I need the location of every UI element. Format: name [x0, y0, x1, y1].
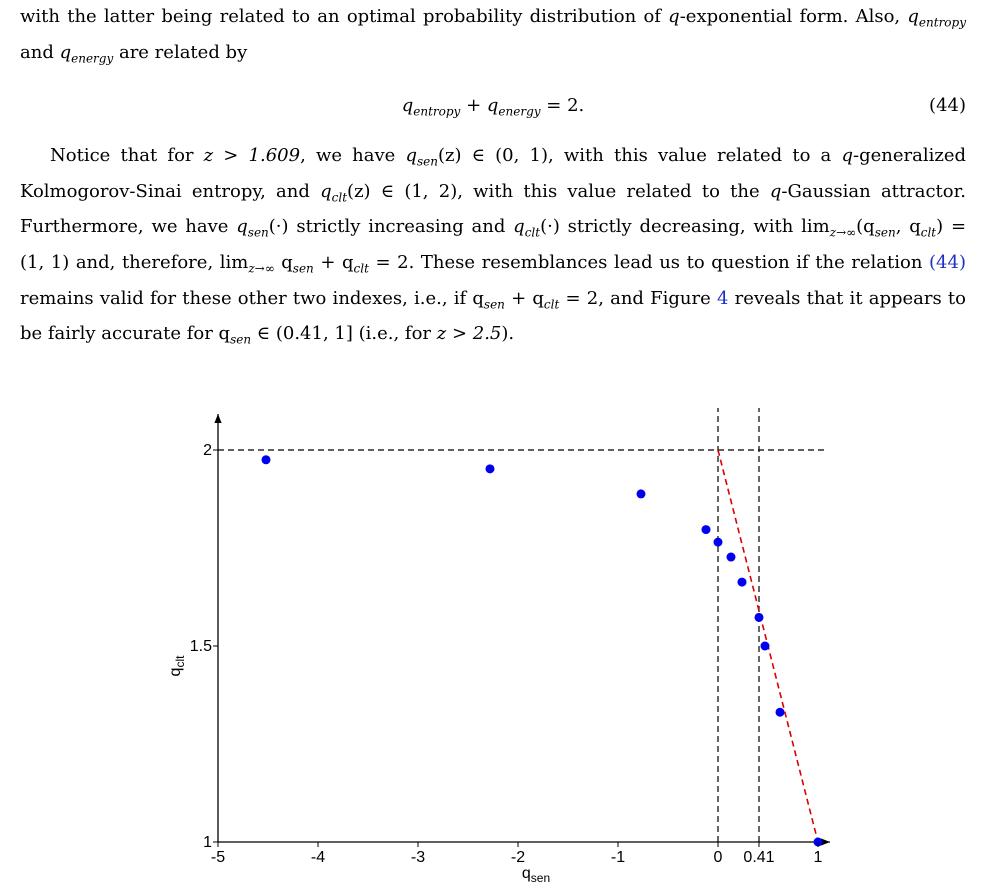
x-tick-label: 0: [713, 849, 723, 866]
math-q: q: [841, 145, 853, 167]
x-tick-label: 1: [813, 849, 823, 866]
text-run: (z) ∈ (1, 2), with this value related to the: [347, 180, 770, 202]
y-axis-title: $q_{clt}$: [167, 655, 187, 677]
math-sub-sen: sen: [247, 225, 269, 240]
x-tick-label: -2: [510, 849, 526, 866]
math-sub-clt: clt: [920, 225, 937, 240]
math-sub-sen: sen: [230, 332, 252, 347]
data-point: [486, 464, 495, 473]
text-run: with the latter being related to an optimal probability distribution of: [20, 6, 669, 27]
x-tick-label: -5: [210, 849, 226, 866]
text-run: = 2. These resemblances lead us to question if the relation: [368, 251, 930, 273]
text-run: Notice that for: [50, 145, 204, 167]
text-run: remains valid for these other two indexes, i.e., if q: [20, 287, 484, 309]
math-sub-sen: sen: [483, 297, 505, 312]
text-run: + q: [504, 287, 544, 309]
data-point: [761, 642, 770, 651]
text-run: , we have: [300, 145, 406, 167]
equation-number: (44): [929, 95, 966, 117]
text-run: (·) strictly decreasing, with lim: [540, 216, 830, 238]
paragraph-2: [20, 141, 966, 355]
data-point: [714, 538, 723, 547]
text-run: -Gaussian attractor. Furthermore, we have: [20, 180, 966, 238]
math-q: q: [907, 6, 919, 27]
text-run: are related by: [113, 41, 248, 63]
math-sub-energy: energy: [498, 104, 541, 119]
math-q: q: [59, 41, 72, 63]
text-run: Figure: [650, 287, 717, 309]
math-sub-sen: sen: [417, 154, 438, 169]
text-run: ).: [501, 323, 515, 345]
math-sub-clt: clt: [543, 297, 560, 312]
math-q: q: [401, 95, 414, 117]
text-run: ) = (1, 1) and, therefore, lim: [20, 216, 967, 273]
scatter-chart: [0, 408, 986, 886]
text-run: q: [274, 251, 293, 273]
math-sub-sen: sen: [292, 261, 314, 276]
math-q: q: [769, 180, 782, 202]
data-point: [738, 578, 747, 587]
chart-tick-labels: [190, 442, 823, 866]
math-sub-clt: clt: [524, 225, 541, 240]
math-q: q: [668, 6, 680, 27]
math-plus: +: [460, 95, 487, 117]
chart-points: [262, 455, 823, 846]
y-tick-label: 2: [203, 442, 212, 459]
math-q: q: [405, 145, 417, 167]
figure-ref-link[interactable]: 4: [716, 287, 729, 309]
x-tick-label: -4: [310, 849, 326, 866]
math-equals: = 2.: [540, 95, 585, 117]
math-sub-clt: clt: [331, 190, 348, 205]
text-run: + q: [313, 251, 354, 273]
data-point: [702, 525, 711, 534]
math-sub-entropy: entropy: [918, 15, 966, 30]
text-run: (z) ∈ (0, 1), with this value related to a: [438, 145, 842, 167]
data-point: [727, 553, 736, 562]
figure-4: [0, 408, 986, 886]
equation-44: [20, 91, 966, 121]
math-sub-sen: sen: [874, 225, 896, 240]
x-axis-title-sub: sen: [530, 871, 551, 885]
text-run: and: [20, 41, 60, 63]
data-point: [755, 613, 764, 622]
data-point: [637, 489, 646, 498]
y-tick-label: 1: [203, 834, 212, 851]
math-sub-lim: z→∞: [829, 225, 857, 240]
equation-ref-link[interactable]: (44): [929, 251, 966, 273]
data-point: [262, 455, 271, 464]
y-tick-label: 1.5: [189, 638, 212, 655]
math-sub-clt: clt: [353, 261, 369, 276]
math-sub-lim: z→∞: [248, 261, 275, 276]
x-axis-title: $q_{sen}$: [521, 865, 551, 885]
chart-reference-lines: [218, 408, 828, 842]
math-z-cond: z > 2.5: [436, 323, 502, 345]
text-run: ∈ (0.41, 1] (i.e., for: [251, 323, 437, 345]
equation-body: [20, 91, 966, 127]
math-q: q: [513, 216, 525, 238]
math-z-cond: z > 1.609: [203, 145, 301, 167]
data-point: [776, 708, 785, 717]
text-run: (·) strictly increasing and: [268, 216, 514, 238]
y-axis-title-sub: clt: [173, 655, 187, 668]
math-sub-energy: energy: [71, 51, 114, 66]
paragraph-1: [20, 2, 966, 73]
math-q: q: [320, 180, 332, 202]
math-sub-entropy: entropy: [413, 104, 461, 119]
math-q: q: [486, 95, 499, 117]
text-run: reveals that it appears to be fairly accurate for q: [20, 287, 966, 345]
x-tick-label: -1: [610, 849, 626, 866]
text-run: = 2, and: [559, 287, 651, 309]
text-run: , q: [895, 216, 921, 238]
x-tick-label: -3: [410, 849, 426, 866]
math-q: q: [236, 216, 248, 238]
text-run: -generalized Kolmogorov-Sinai entropy, and: [20, 145, 966, 202]
paper-text: [20, 2, 966, 355]
chart-axes: [218, 414, 830, 842]
text-run: -exponential form. Also,: [679, 6, 901, 27]
text-run: (q: [856, 216, 875, 238]
x-tick-label: 0.41: [743, 849, 775, 866]
